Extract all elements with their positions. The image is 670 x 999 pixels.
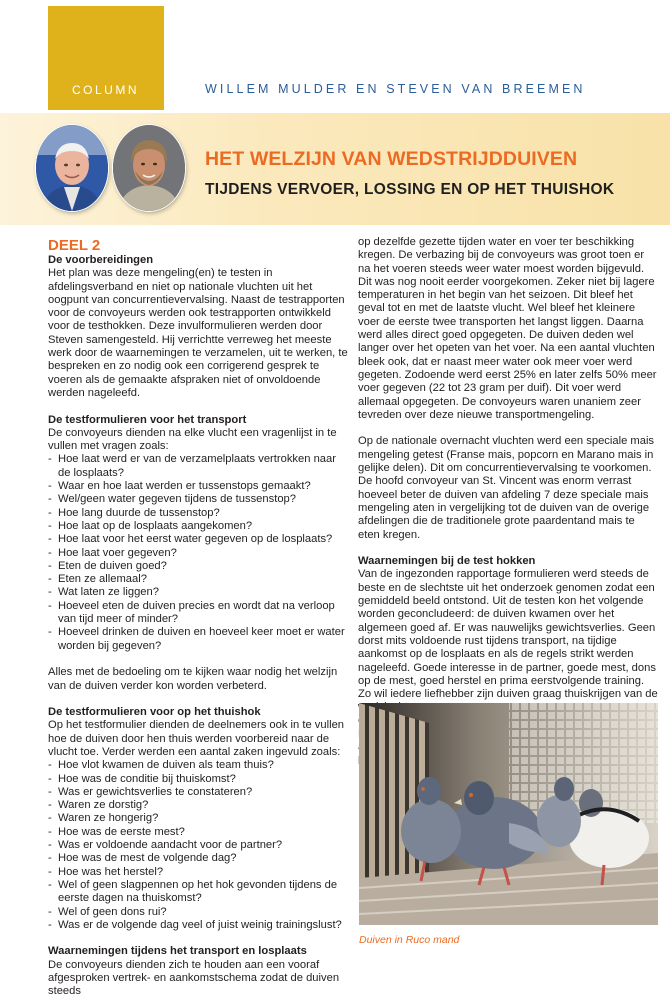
column-tab <box>48 6 164 110</box>
list-item: - Hoe was het herstel? <box>48 866 348 879</box>
list-item: - Hoe laat voer gegeven? <box>48 547 348 560</box>
list-item: - Waar en hoe laat werden er tussenstops gemaakt? <box>48 480 348 493</box>
paragraph: De convoyeurs dienden na elke vlucht een vragenlijst in te vullen met vragen zoals: <box>48 426 337 453</box>
section-heading: Waarnemingen tijdens het transport en losplaats <box>48 945 307 958</box>
author-names: WILLEM MULDER EN STEVEN VAN BREEMEN <box>205 82 586 96</box>
photo-caption: Duiven in Ruco mand <box>359 934 460 946</box>
list-item: - Eten de duiven goed? <box>48 560 348 573</box>
home-loft-question-list <box>48 759 348 932</box>
article-title: HET WELZIJN VAN WEDSTRIJDDUIVEN <box>205 148 578 170</box>
list-item: - Waren ze dorstig? <box>48 799 348 812</box>
author-portrait-van-breemen <box>113 125 185 211</box>
paragraph: Op het testformulier dienden de deelnemers ook in te vullen hoe de duiven door hen thuis werden voorbereid naar de vlucht toe. Verder werden een aantal zaken ingevuld zoals: <box>48 719 345 758</box>
list-item: - Wat laten ze liggen? <box>48 586 348 599</box>
list-item: - Hoe laat voor het eerst water gegeven op de losplaats? <box>48 533 348 546</box>
list-item: - Hoe was de conditie bij thuiskomst? <box>48 773 348 786</box>
paragraph: Alles met de bedoeling om te kijken waar nodig het welzijn van de duiven verder kon worden verbeterd. <box>48 666 338 692</box>
list-item: - Hoe was de mest de volgende dag? <box>48 852 348 865</box>
right-column <box>358 236 658 768</box>
column-label: COLUMN <box>72 83 140 97</box>
transport-question-list <box>48 453 348 652</box>
list-item: - Was er voldoende aandacht voor de partner? <box>48 839 348 852</box>
paragraph: op dezelfde gezette tijden water en voer ter beschikking kregen. De verbazing bij de convoyeurs was groot toen er na het voeren steeds weer water moest worden bijgevuld. Dit was nog nooit eerder voorgekomen. Zeker niet bij lagere temperaturen in het begin van het seizoen. Dit bleef het geval tot en met de laatste vlucht. Wel bleef het kleinere voer de eerste twee transporten het langst liggen. Daarna werd alles direct goed opgegeten. De duiven deden wel langer over het opeten van het voer. Na een aantal vluchten bleek ook, dat er naast meer water ook meer voer werd gegeten. Zodoende werd eerst 25% en later zelfs 50% meer voer gegeven (22 tot 23 gram per duif). Dit voer werd allemaal opgegeten. De convoyeurs waren unaniem zeer tevreden over deze nieuwe transportmengeling. <box>358 236 657 421</box>
paragraph: Op de nationale overnacht vluchten werd een speciale mais mengeling getest (Franse mais, popcorn en Marano mais in gelijke delen). Dit om concurrentievervalsing te voorkomen. De hoofd convoyeur van St. Vincent was enorm verrast hoeveel beter de duiven van afdeling 7 deze speciale mais mengeling aten in vergelijking tot de duiven van de overige afdelingen die de traditionele grote paardentand mais te eten kregen. <box>358 435 655 541</box>
list-item: - Hoeveel eten de duiven precies en wordt dat na verloop van tijd meer of minder? <box>48 600 348 627</box>
paragraph: Het plan was deze mengeling(en) te testen in afdelingsverband en niet op nationale vluchten uit het oogpunt van concurrentievervalsing. Naast de testrapporten voor de convoyeurs werden ook testrapporten ontwikkeld voor de testhokken. Deze invulformulieren werden door Steven samengesteld. Hij verrichtte verreweg het meeste werk door de waarnemingen te verzamelen, uit te werken, te bespreken en zo nodig ook een corrigerend gesprek te voeren als de gemaakte afspraken niet of onvoldoende werden nageleefd. <box>48 267 348 399</box>
list-item: - Eten ze allemaal? <box>48 573 348 586</box>
article-subtitle: TIJDENS VERVOER, LOSSING EN OP HET THUISHOK <box>205 181 615 198</box>
left-column <box>48 238 348 999</box>
list-item: - Waren ze hongerig? <box>48 812 348 825</box>
list-item: - Hoe laat op de losplaats aangekomen? <box>48 520 348 533</box>
author-portrait-mulder <box>36 125 108 211</box>
list-item: - Hoe vlot kwamen de duiven als team thuis? <box>48 759 348 772</box>
list-item: - Hoe laat werd er van de verzamelplaats vertrokken naar de losplaats? <box>48 453 348 480</box>
list-item: - Was er de volgende dag veel of juist weinig trainingslust? <box>48 919 348 932</box>
list-item: - Hoe was de eerste mest? <box>48 826 348 839</box>
list-item: - Hoeveel drinken de duiven en hoeveel keer moet er water worden bij gegeven? <box>48 626 348 653</box>
section-heading: Waarnemingen bij de test hokken <box>358 555 536 568</box>
section-heading: De testformulieren voor op het thuishok <box>48 706 261 719</box>
paragraph: Van de ingezonden rapportage formulieren werd steeds de beste en de slechtste uit het onderzoek genomen zodat een gemiddeld beeld ontstond. Uit de testen kon het volgende worden geconcludeerd: de duiven kwamen over het algemeen goed af. Er was nauwelijks gewichtsverlies. Geen dorst mits voldoende rust tijdens transport, na tijdige aankomst op de losplaats en als de regels strikt werden nageleefd. Goede interesse in de partner, goede mest, dons op de mest, goed herstel en prima eerstvolgende training. Zo wil iedere liefhebber zijn duiven graag thuiskrijgen van de <box>358 568 658 701</box>
part-heading: DEEL 2 <box>48 237 101 254</box>
list-item: - Wel of geen dons rui? <box>48 906 348 919</box>
section-heading: De voorbereidingen <box>48 254 154 266</box>
list-item: - Hoe lang duurde de tussenstop? <box>48 507 348 520</box>
pigeon-basket-photo <box>359 703 658 925</box>
section-heading: De testformulieren voor het transport <box>48 413 247 426</box>
list-item: - Was er gewichtsverlies te constateren? <box>48 786 348 799</box>
list-item: - Wel of geen slagpennen op het hok gevonden tijdens de eerste dagen na thuiskomst? <box>48 879 348 906</box>
paragraph: De convoyeurs dienden zich te houden aan een vooraf afgesproken vertrek- en aankomstschema zodat de duiven steeds <box>48 958 340 998</box>
list-item: - Wel/geen water gegeven tijdens de tussenstop? <box>48 493 348 506</box>
